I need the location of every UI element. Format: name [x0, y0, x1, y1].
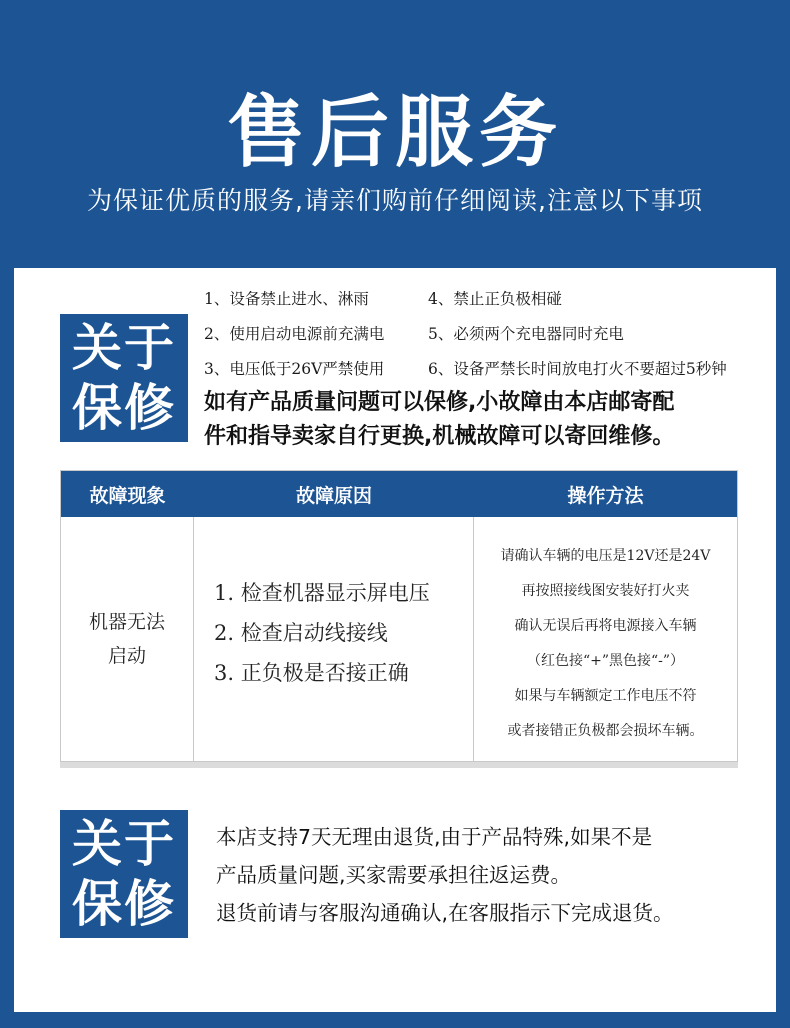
rule-row	[204, 280, 774, 315]
returns-badge-line1: 关于	[72, 815, 176, 873]
rule-item: 2、使用启动电源前充满电	[204, 324, 385, 343]
cause-cell	[194, 517, 474, 761]
method-line: 请确认车辆的电压是12V还是24V	[500, 548, 711, 564]
page-title: 售后服务	[226, 88, 563, 178]
method-line: 确认无误后再将电源接入车辆	[514, 618, 697, 634]
symptom-line: 启动	[107, 645, 146, 667]
method-line: 如果与车辆额定工作电压不符	[514, 688, 697, 704]
rules-list	[204, 280, 774, 385]
rule-item: 1、设备禁止进水、淋雨	[204, 289, 369, 308]
page-subtitle: 为保证优质的服务,请亲们购前仔细阅读,注意以下事项	[87, 186, 703, 215]
warranty-note	[204, 386, 774, 454]
returns-badge-line2: 保修	[72, 875, 176, 933]
header-symptom: 故障现象	[89, 484, 166, 507]
method-line: 再按照接线图安装好打火夹	[521, 583, 690, 599]
cause-item: 2. 检查启动线接线	[214, 621, 388, 645]
symptom-cell	[61, 517, 194, 761]
cause-item: 3. 正负极是否接正确	[214, 661, 409, 685]
returns-line: 本店支持7天无理由退货,由于产品特殊,如果不是	[216, 825, 653, 849]
symptom-line: 机器无法	[88, 611, 165, 633]
troubleshooting-table	[60, 470, 738, 762]
header-cause: 故障原因	[295, 484, 372, 507]
table-row	[61, 517, 737, 761]
rule-row	[204, 315, 774, 350]
content-card	[14, 268, 776, 1012]
rule-row	[204, 350, 774, 385]
table-header	[61, 471, 737, 517]
header-method: 操作方法	[567, 484, 644, 507]
rule-item: 5、必须两个充电器同时充电	[428, 324, 624, 343]
cause-item: 1. 检查机器显示屏电压	[214, 581, 430, 605]
rule-item: 6、设备严禁长时间放电打火不要超过5秒钟	[428, 359, 727, 378]
returns-badge	[60, 810, 188, 938]
warranty-badge-line2: 保修	[72, 379, 176, 437]
warranty-note-line: 件和指导卖家自行更换,机械故障可以寄回维修。	[204, 424, 675, 449]
returns-line: 产品质量问题,买家需要承担往返运费。	[216, 863, 572, 887]
rule-item: 4、禁止正负极相碰	[428, 289, 562, 308]
warranty-badge-line1: 关于	[72, 319, 176, 377]
rule-item: 3、电压低于26V严禁使用	[204, 359, 385, 378]
method-cell	[474, 517, 737, 761]
returns-line: 退货前请与客服沟通确认,在客服指示下完成退货。	[216, 901, 674, 925]
method-line: 或者接错正负极都会损坏车辆。	[507, 723, 704, 739]
method-line: （红色接“+”黑色接“-”）	[526, 653, 685, 669]
returns-policy	[216, 818, 766, 932]
warranty-note-line: 如有产品质量问题可以保修,小故障由本店邮寄配	[204, 390, 675, 415]
warranty-badge	[60, 314, 188, 442]
